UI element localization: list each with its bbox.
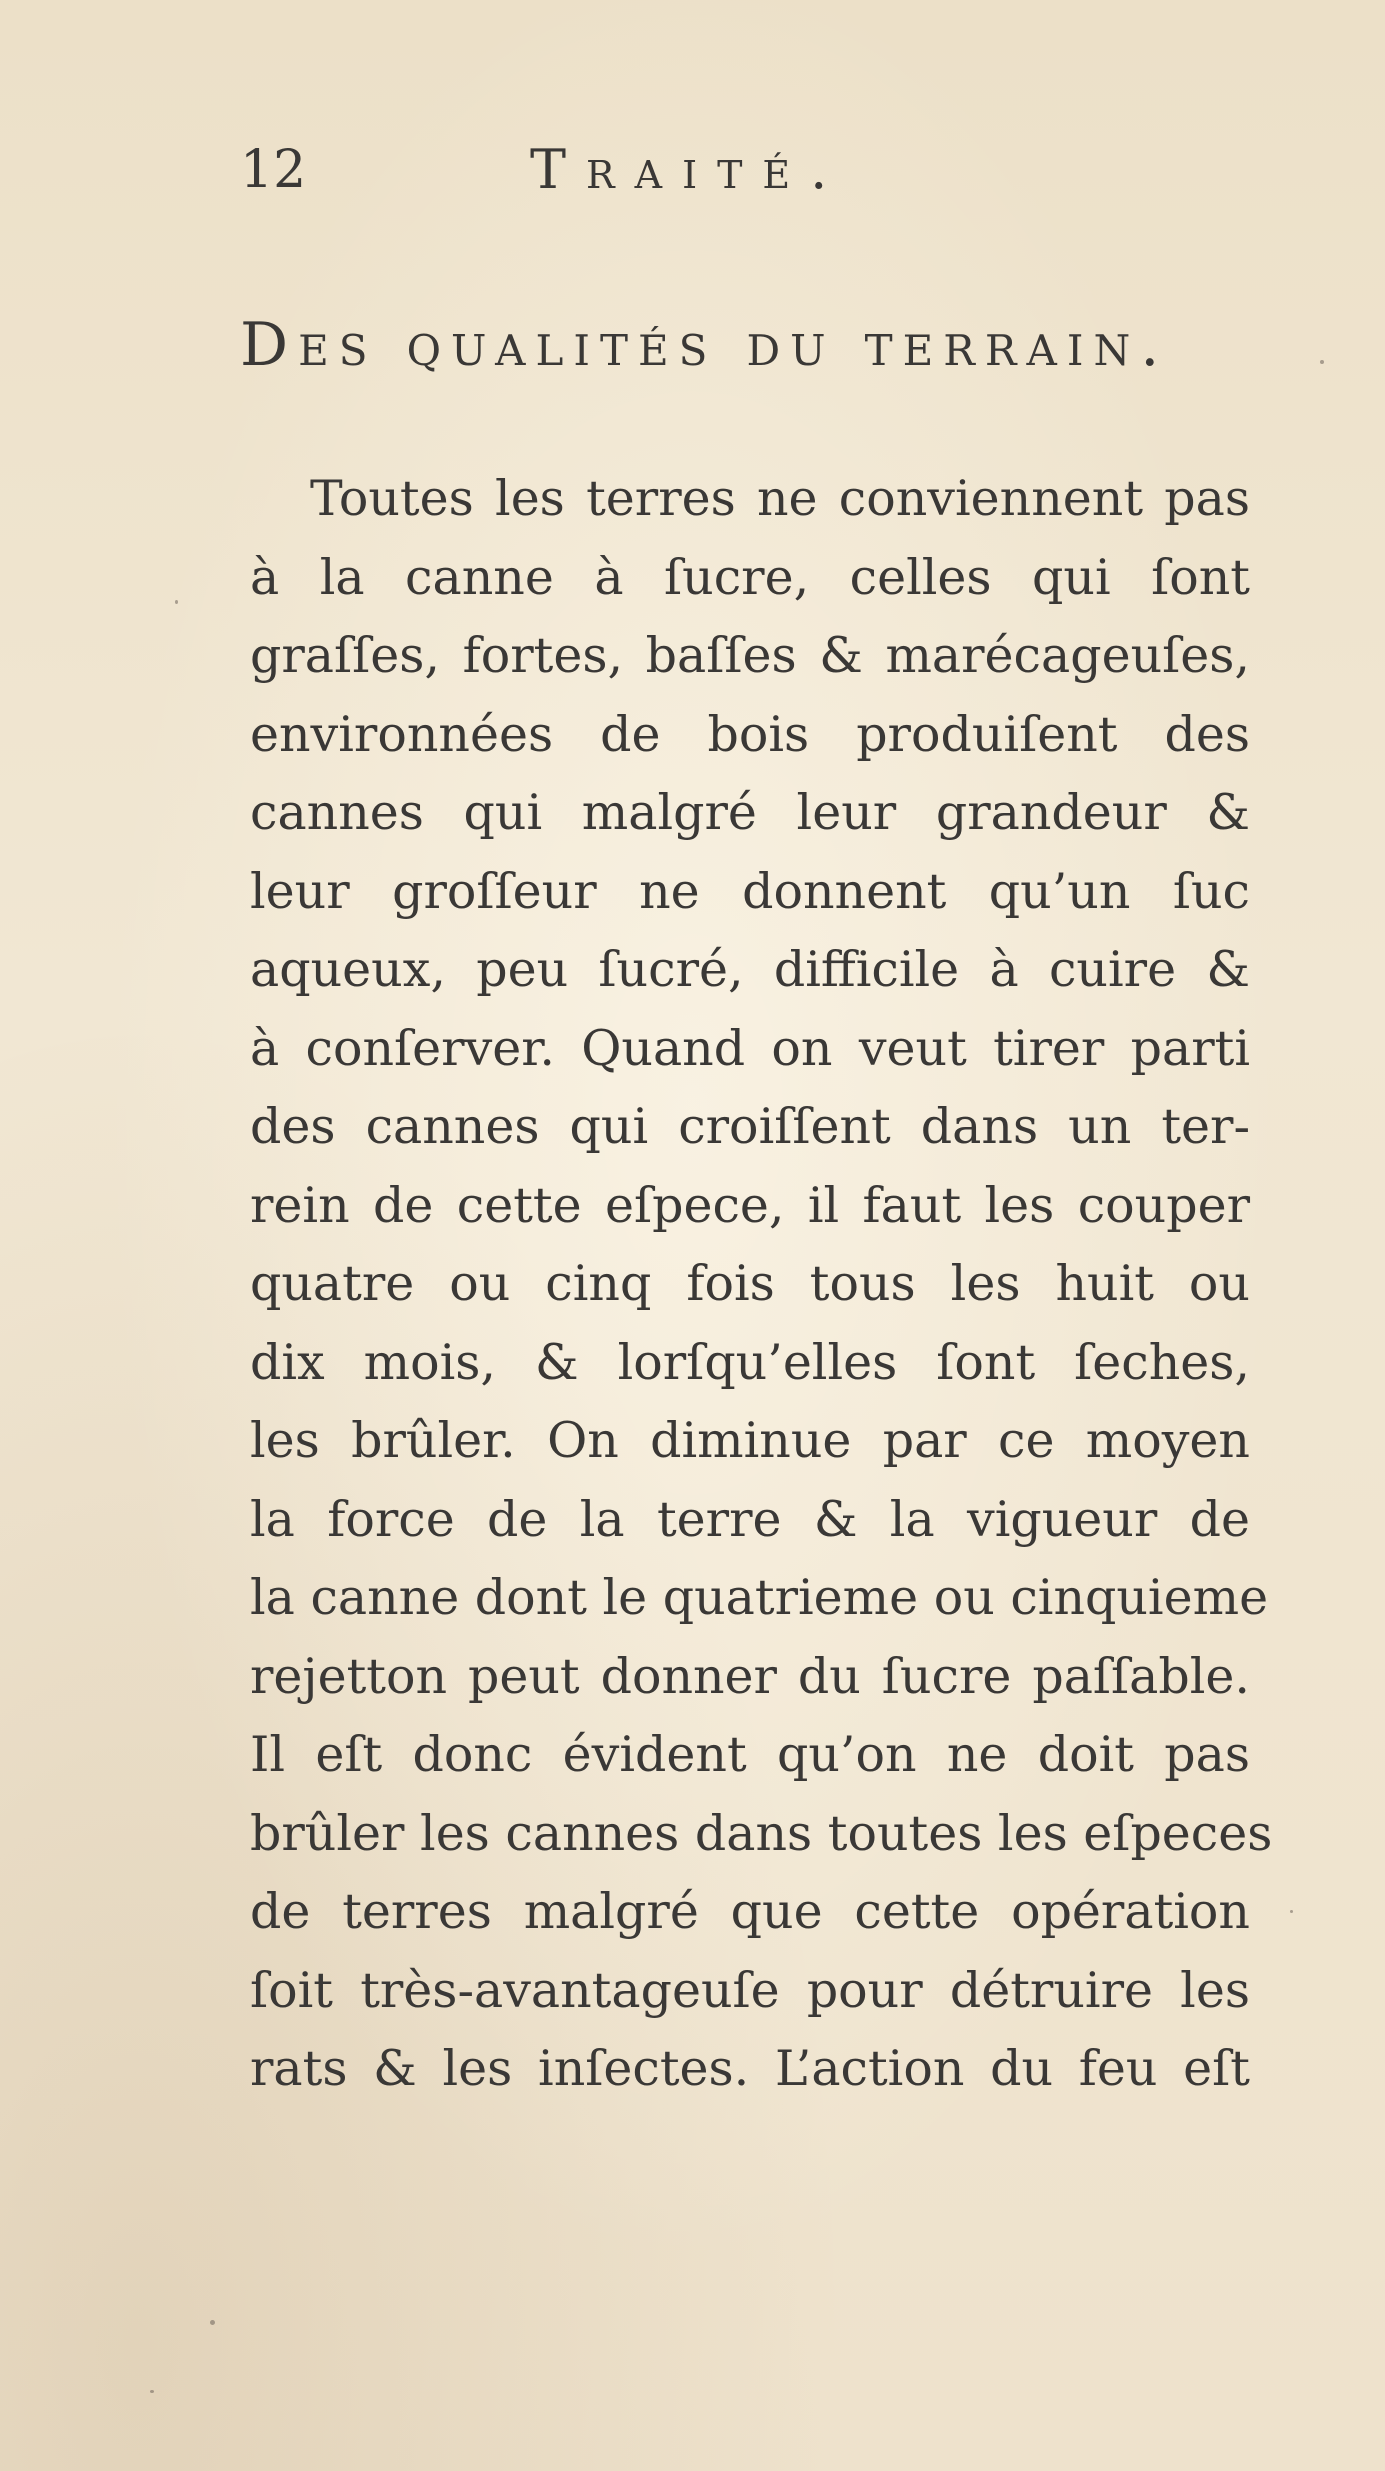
text-line: la canne dont le quatrieme ou cinquieme (250, 1569, 1269, 1626)
text-line: Toutes les terres ne conviennent pas (310, 470, 1250, 527)
running-title: Traité. (530, 138, 848, 201)
paper-speck (1290, 1910, 1293, 1913)
paper-speck (1320, 360, 1324, 364)
page-number: 12 (240, 140, 307, 200)
text-line: les brûler. On diminue par ce moyen (250, 1412, 1250, 1469)
body-paragraph (250, 460, 1273, 2109)
section-heading: Des qualités du terrain. (240, 310, 1170, 380)
text-line: de terres malgré que cette opération (250, 1883, 1250, 1940)
text-line: brûler les cannes dans toutes les eſpeces (250, 1804, 1273, 1862)
text-line: des cannes qui croiſſent dans un ter- (250, 1098, 1250, 1155)
text-line: quatre ou cinq fois tous les huit ou (250, 1255, 1250, 1312)
running-head (240, 130, 1240, 210)
text-line: ſoit très-avantageuſe pour détruire les (250, 1961, 1250, 2019)
text-line: rein de cette eſpece, il faut les couper (250, 1176, 1250, 1234)
text-line: aqueux, peu ſucré, difficile à cuire & (250, 941, 1250, 998)
text-line: la force de la terre & la vigueur de (250, 1490, 1250, 1548)
text-line: graſſes, fortes, baſſes & marécageuſes, (250, 627, 1250, 684)
text-line: leur groſſeur ne donnent qu’un ſuc (250, 862, 1250, 920)
paper-speck (175, 600, 178, 604)
text-line: Il eſt donc évident qu’on ne doit pas (250, 1726, 1250, 1783)
paper-speck (210, 2320, 215, 2325)
text-line: à conſerver. Quand on veut tirer parti (250, 1019, 1250, 1077)
text-line: cannes qui malgré leur grandeur & (250, 784, 1250, 841)
text-line: à la canne à ſucre, celles qui ſont (250, 548, 1250, 606)
text-line: dix mois, & lorſqu’elles ſont ſeches, (250, 1333, 1250, 1391)
text-line: rejetton peut donner du ſucre paſſable. (250, 1647, 1250, 1705)
paper-speck (150, 2390, 154, 2393)
text-line: rats & les inſectes. L’action du feu eſt (250, 2040, 1250, 2097)
text-line: environnées de bois produiſent des (250, 705, 1250, 763)
